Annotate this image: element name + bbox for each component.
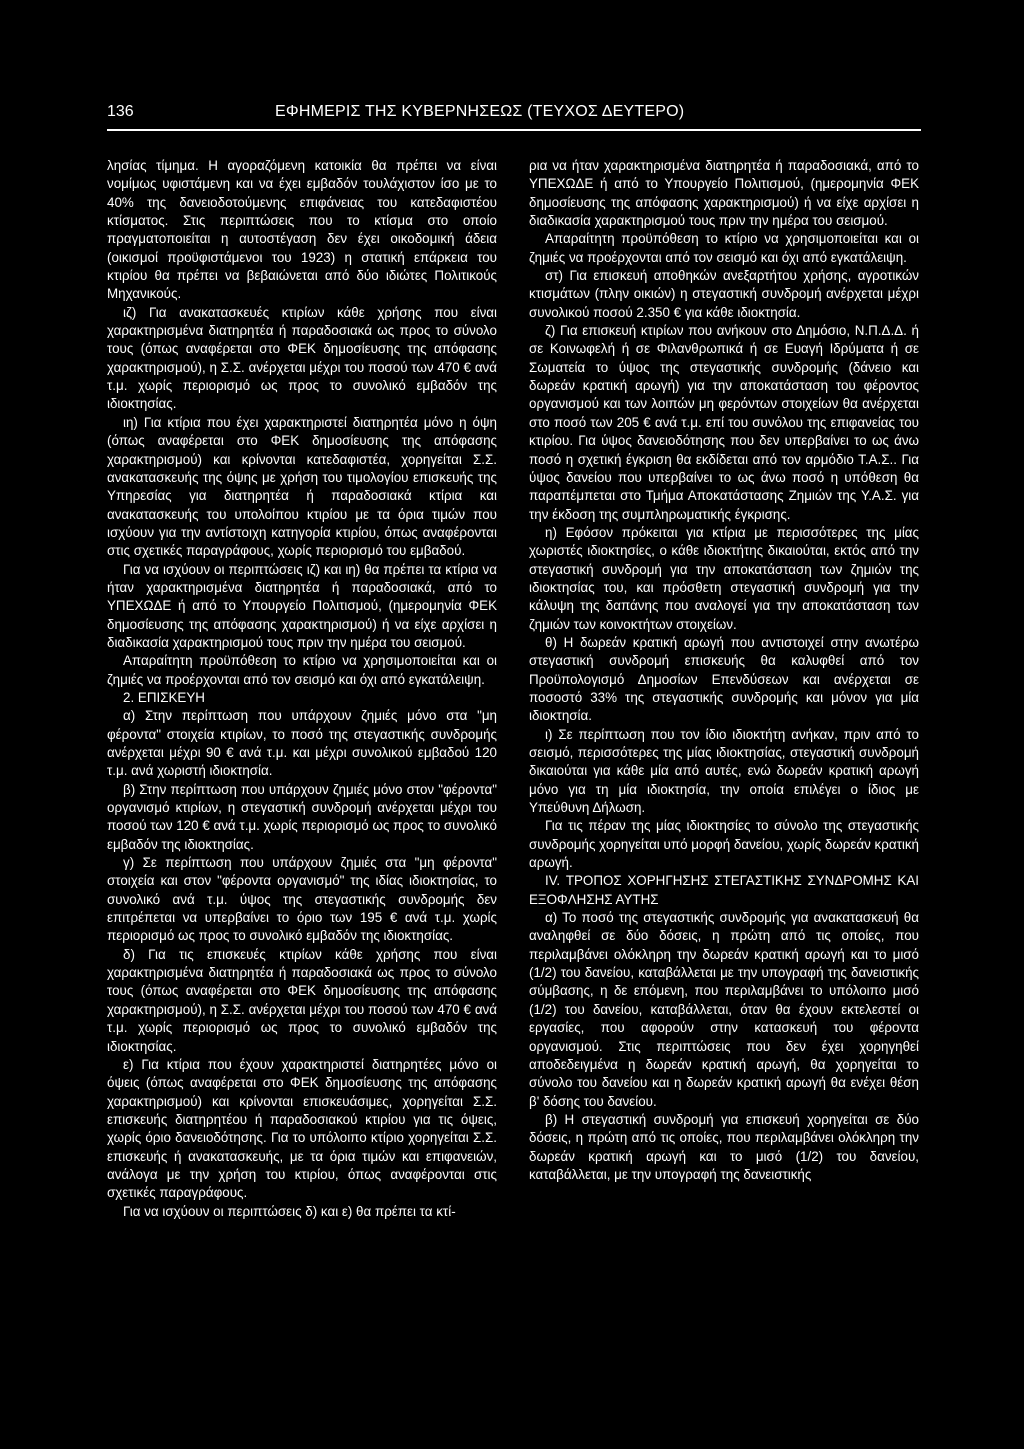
paragraph: Απαραίτητη προϋπόθεση το κτίριο να χρησιμοποιείται και οι ζημιές να προέρχονται από τον σεισμό και όχι από εγκατάλειψη.	[529, 231, 919, 265]
paragraph: γ) Σε περίπτωση που υπάρχουν ζημιές στα "μη φέροντα" στοιχεία και στον "φέροντα οργανισμό" της ιδίας ιδιοκτησίας, το συνολικό ανά τ.μ. ύψος της στεγαστικής συνδρομής δεν επιτρέπεται να υπερβαίνει το όριο των 195 € ανά τ.μ. χωρίς περιορισμό ως προς το συνολικό εμβαδόν της ιδιοκτησίας.	[107, 855, 497, 944]
paragraph: δ) Για τις επισκευές κτιρίων κάθε χρήσης που είναι χαρακτηρισμένα διατηρητέα ή παραδοσιακά ως προς το σύνολο τους (όπως αναφέρεται στο ΦΕΚ δημοσίευσης της απόφασης χαρακτηρισμού), η Σ.Σ. ανέρχεται μέχρι του ποσού των 470 € ανά τ.μ. χωρίς περιορισμό ως προς το συνολικό εμβαδόν της ιδιοκτησίας.	[107, 946, 497, 1054]
left-column	[107, 157, 497, 1407]
paragraph: β) Στην περίπτωση που υπάρχουν ζημιές μόνο στον "φέροντα" οργανισμό κτιρίων, η στεγαστική συνδρομή ανέρχεται μέχρι του ποσού των 120 € ανά τ.μ. χωρίς περιορισμό ως προς το συνολικό εμβαδόν της ιδιοκτησίας.	[107, 781, 497, 852]
right-column	[529, 157, 919, 1407]
paragraph: α) Το ποσό της στεγαστικής συνδρομής για ανακατασκευή θα αναληφθεί σε δύο δόσεις, η πρώτη από τις οποίες, που περιλαμβάνει ολόκληρη την δωρεάν κρατική αρωγή και το μισό (1/2) του δανείου, καταβάλλεται με την υπογραφή της δανειστικής σύμβασης, η δε επόμενη, που περιλαμβάνει το υπόλοιπο μισό (1/2) του δανείου, καταβάλλεται, όταν θα έχουν εκτελεστεί οι εργασίες, που αφορούν στην κατασκευή του φέροντα οργανισμού. Στις περιπτώσεις που δεν έχει χορηγηθεί αποδεδειγμένα η δωρεάν κρατική αρωγή, θα χορηγείται το σύνολο του δανείου και η δωρεάν κρατική αρωγή θα ενέχει θέση β' δόσης του δανείου.	[529, 910, 919, 1109]
paragraph: α) Στην περίπτωση που υπάρχουν ζημιές μόνο στα "μη φέροντα" στοιχεία κτιρίων, το ποσό της στεγαστικής συνδρομής ανέρχεται μέχρι 90 € ανά τ.μ. και μέχρι συνολικού εμβαδού 120 τ.μ. ανά χωριστή ιδιοκτησία.	[107, 708, 497, 779]
paragraph: η) Εφόσον πρόκειται για κτίρια με περισσότερες της μίας χωριστές ιδιοκτησίες, ο κάθε ιδιοκτήτης δικαιούται, εκτός από την στεγαστική συνδρομή για την αποκατάσταση των ζημιών της ιδιοκτησίας του, και πρόσθετη στεγαστική συνδρομή για την κάλυψη της δαπάνης που αναλογεί για την αποκατάσταση των ζημιών των κοινοκτήτων στοιχείων.	[529, 524, 919, 632]
paragraph: ιζ) Για ανακατασκευές κτιρίων κάθε χρήσης που είναι χαρακτηρισμένα διατηρητέα ή παραδοσιακά ως προς το σύνολο τους (όπως αναφέρεται στο ΦΕΚ δημοσίευσης της απόφασης χαρακτηρισμού), η Σ.Σ. ανέρχεται μέχρι του ποσού των 470 € ανά τ.μ. χωρίς περιορισμό ως προς το συνολικό εμβαδόν της ιδιοκτησίας.	[107, 304, 497, 412]
paragraph: ι) Σε περίπτωση που τον ίδιο ιδιοκτήτη ανήκαν, πριν από το σεισμό, περισσότερες της μίας ιδιοκτησίας, στεγαστική συνδρομή δικαιούται για κάθε μία από αυτές, ενώ δωρεάν κρατική αρωγή μόνο για τη μία ιδιοκτησία, την οποία επιλέγει ο ίδιος με Υπεύθυνη Δήλωση.	[529, 726, 919, 816]
paragraph: ιη) Για κτίρια που έχει χαρακτηριστεί διατηρητέα μόνο η όψη (όπως αναφέρεται στο ΦΕΚ δημοσίευσης της απόφασης χαρακτηρισμού) και κρίνονται κατεδαφιστέα, χορηγείται Σ.Σ. ανακατασκευής της όψης με χρήση του τιμολογίου επισκευής της Υπηρεσίας για διατηρητέα ή παραδοσιακά κτίρια και ανακατασκευής του υπολοίπου κτιρίου με τα όρια τιμών που ισχύουν για την αντίστοιχη κατηγορία κτιρίου, όπως αναφέρονται στις σχετικές παραγράφους, χωρίς περιορισμό του εμβαδού.	[107, 414, 497, 559]
paragraph: στ) Για επισκευή αποθηκών ανεξαρτήτου χρήσης, αγροτικών κτισμάτων (πλην οικιών) η στεγαστική συνδρομή ανέρχεται μέχρι συνολικού ποσού 2.350 € για κάθε ιδιοκτησία.	[529, 268, 919, 320]
paragraph: Για να ισχύουν οι περιπτώσεις δ) και ε) θα πρέπει τα κτί-	[123, 1203, 456, 1219]
paragraph: β) Η στεγαστική συνδρομή για επισκευή χορηγείται σε δύο δόσεις, η πρώτη από τις οποίες, που περιλαμβάνει ολόκληρη την δωρεάν κρατική αρωγή και το μισό (1/2) του δανείου, καταβάλλεται, με την υπογραφή της δανειστικής	[529, 1111, 919, 1182]
paragraph: Για να ισχύουν οι περιπτώσεις ιζ) και ιη) θα πρέπει τα κτίρια να ήταν χαρακτηρισμένα διατηρητέα ή παραδοσιακά, από το ΥΠΕΧΩΔΕ ή από το Υπουργείο Πολιτισμού, (ημερομηνία ΦΕΚ δημοσίευσης της απόφασης χαρακτηρισμού) ή να είχε αρχίσει η διαδικασία χαρακτηρισμού τους πριν την ημέρα του σεισμού.	[107, 561, 497, 650]
paragraph: Απαραίτητη προϋπόθεση το κτίριο να χρησιμοποιείται και οι ζημιές να προέρχονται από τον σεισμό και όχι από εγκατάλειψη.	[107, 653, 497, 687]
header-rule	[107, 129, 921, 131]
section-heading: IV. ΤΡΟΠΟΣ ΧΟΡΗΓΗΣΗΣ ΣΤΕΓΑΣΤΙΚΗΣ ΣΥΝΔΡΟΜΗΣ ΚΑΙ ΕΞΟΦΛΗΣΗΣ ΑΥΤΗΣ	[529, 873, 919, 907]
page-number: 136	[107, 103, 134, 120]
paragraph: Για τις πέραν της μίας ιδιοκτησίες το σύνολο της στεγαστικής συνδρομής χορηγείται υπό μορφή δανείου, χωρίς δωρεάν κρατική αρωγή.	[529, 818, 919, 871]
paragraph: ε) Για κτίρια που έχουν χαρακτηριστεί διατηρητέες μόνο οι όψεις (όπως αναφέρεται στο ΦΕΚ δημοσίευσης της απόφασης χαρακτηρισμού) και κρίνονται επισκευάσιμες, χορηγείται Σ.Σ. επισκευής διατηρητέου ή παραδοσιακού κτιρίου για τις όψεις, χωρίς όριο δανειοδότησης. Για το υπόλοιπο κτίριο χορηγείται Σ.Σ. επισκευής ή ανακατασκευής, με τα όρια τιμών και επιφανειών, ανάλογα με την χρήση του κτιρίου, όπως αναφέρονται στις σχετικές παραγράφους.	[107, 1056, 497, 1201]
running-title: ΕΦΗΜΕΡΙΣ ΤΗΣ ΚΥΒΕΡΝΗΣΕΩΣ (ΤΕΥΧΟΣ ΔΕΥΤΕΡΟ)	[275, 103, 685, 120]
paragraph: θ) Η δωρεάν κρατική αρωγή που αντιστοιχεί στην ανωτέρω στεγαστική συνδρομή επισκευής θα καλυφθεί από τον Προϋπολογισμό Δημοσίων Επενδύσεων και ανέρχεται σε ποσοστό 33% της στεγαστικής συνδρομής και μόνον για μία ιδιοκτησία.	[529, 634, 919, 724]
paragraph: ζ) Για επισκευή κτιρίων που ανήκουν στο Δημόσιο, Ν.Π.Δ.Δ. ή σε Κοινωφελή ή σε Φιλανθρωπικά ή σε Ευαγή Ιδρύματα ή σε Σωματεία το ύψος της στεγαστικής συνδρομής (δάνειο και δωρεάν κρατική αρωγή) για την αποκατάσταση του φέροντος οργανισμού και των λοιπών μη φερόντων στοιχείων θα ανέρχεται στο ποσό των 205 € ανά τ.μ. επί του συνόλου της επιφανείας του κτιρίου. Για ύψος δανειοδότησης που δεν υπερβαίνει το ως άνω ποσό η σχετική έγκριση θα εκδίδεται από τον αρμόδιο Τ.Α.Σ.. Για ύψος δανείου που υπερβαίνει το ως άνω ποσό η υπόθεση θα παραπέμπεται στο Τμήμα Αποκατάστασης Ζημιών της Υ.Α.Σ. για την έκδοση της συμπληρωματικής έγκρισης.	[529, 323, 919, 522]
page-header	[107, 103, 921, 127]
paragraph: λησίας τίμημα. Η αγοραζόμενη κατοικία θα πρέπει να είναι νομίμως υφιστάμενη και να έχει εμβαδόν τουλάχιστον ίσο με το 40% της δανειοδοτούμενης επιφάνειας του κατεδαφιστέου κτίσματος. Στις περιπτώσεις που το κτίσμα στο οποίο πραγματοποιείται η αυτοστέγαση δεν έχει οικοδομική άδεια (οικισμοί προϋφιστάμενοι του 1923) η στατική επάρκεια του κτιρίου θα πρέπει να βεβαιώνεται από δύο ιδιώτες Πολιτικούς Μηχανικούς.	[107, 158, 497, 302]
paragraph: ρια να ήταν χαρακτηρισμένα διατηρητέα ή παραδοσιακά, από το ΥΠΕΧΩΔΕ ή από το Υπουργείο Πολιτισμού, (ημερομηνία ΦΕΚ δημοσίευσης της απόφασης χαρακτηρισμού) ή να είχε αρχίσει η διαδικασία χαρακτηρισμού τους πριν την ημέρα του σεισμού.	[529, 158, 919, 229]
section-heading: 2. ΕΠΙΣΚΕΥΗ	[123, 689, 205, 705]
